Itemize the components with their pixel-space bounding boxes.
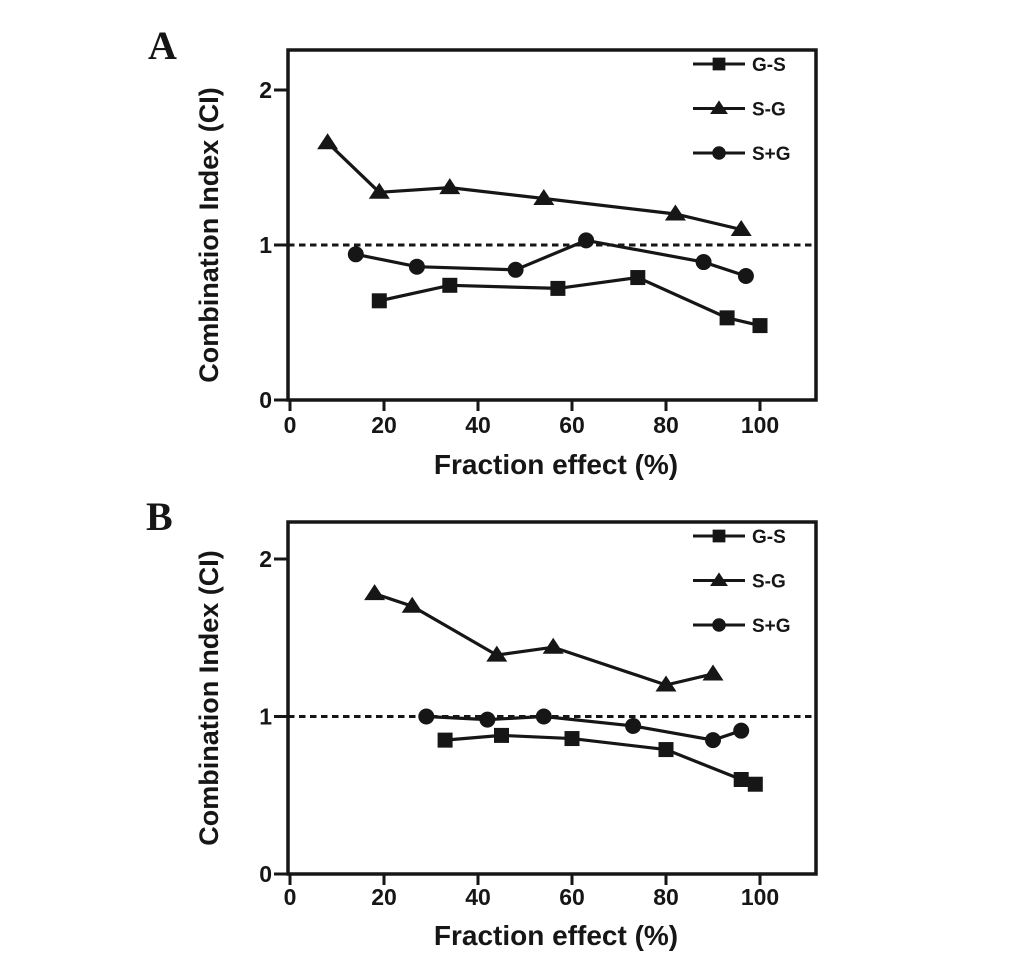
series-splusg-marker: [508, 262, 524, 278]
legend: [693, 527, 791, 637]
series-s-g-marker: [317, 133, 338, 149]
x-tick-label: 60: [559, 412, 585, 438]
x-tick-label: 100: [740, 412, 780, 438]
y-tick-label: 2: [259, 546, 272, 572]
legend-entry-splusg: [693, 616, 791, 637]
plot-box: [288, 50, 816, 400]
legend-entry-s-g: [693, 100, 786, 121]
panel-b-letter: B: [146, 494, 173, 539]
series-s-g-marker: [439, 178, 460, 194]
series-splusg-marker: [738, 268, 754, 284]
series-splusg-marker: [696, 254, 712, 270]
series-splusg-marker: [479, 712, 495, 728]
x-tick-label: 40: [465, 884, 491, 910]
series-g-s-marker: [734, 772, 749, 787]
series-g-s-marker: [659, 742, 674, 757]
series-g-s-marker: [442, 278, 457, 293]
series-g-s-marker: [630, 270, 645, 285]
legend-entry-s-g: [693, 572, 786, 593]
legend-entry-g-s: [693, 527, 786, 548]
panel-a-plot: [194, 50, 816, 480]
series-g-s-marker: [720, 310, 735, 325]
series-splusg-marker: [578, 232, 594, 248]
x-tick-label: 0: [283, 412, 297, 438]
series-g-s-marker: [494, 728, 509, 743]
series-splusg-marker: [409, 259, 425, 275]
series-g-s-marker: [550, 281, 565, 296]
series-s-g-marker: [364, 584, 385, 600]
legend-label: S-G: [752, 99, 786, 121]
x-tick-label: 100: [740, 884, 780, 910]
x-tick-label: 40: [465, 412, 491, 438]
legend-square-icon: [713, 530, 726, 543]
series-splusg-marker: [733, 723, 749, 739]
series-g-s-marker: [438, 733, 453, 748]
legend-label: G-S: [752, 527, 786, 548]
x-axis-title: Fraction effect (%): [433, 920, 679, 951]
series-g-s-marker: [753, 318, 768, 333]
x-tick-label: 80: [653, 884, 679, 910]
legend-label: S+G: [752, 144, 791, 165]
legend-label: S+G: [752, 616, 791, 637]
legend: [693, 55, 791, 165]
series-splusg-marker: [418, 709, 434, 725]
series-g-s-line: [379, 278, 760, 326]
legend-label: G-S: [752, 55, 786, 76]
x-tick-label: 60: [559, 884, 585, 910]
series-splusg-marker: [625, 718, 641, 734]
x-tick-label: 0: [283, 884, 297, 910]
series-s-g-line: [375, 594, 713, 685]
series-g-s-marker: [565, 731, 580, 746]
legend-square-icon: [713, 58, 726, 71]
y-tick-label: 0: [259, 387, 272, 413]
series-s-g-marker: [543, 638, 564, 654]
series-splusg-marker: [536, 709, 552, 725]
series-splusg-marker: [705, 732, 721, 748]
legend-entry-g-s: [693, 55, 786, 76]
series-splusg-marker: [348, 246, 364, 262]
plot-box: [288, 522, 816, 874]
legend-entry-splusg: [693, 144, 791, 165]
legend-circle-icon: [712, 618, 726, 632]
x-tick-label: 80: [653, 412, 679, 438]
y-axis-title: Combination Index (CI): [194, 550, 224, 846]
legend-circle-icon: [712, 146, 726, 160]
y-tick-label: 1: [259, 703, 272, 730]
series-g-s-marker: [372, 293, 387, 308]
x-axis-title: Fraction effect (%): [433, 449, 679, 480]
panel-a-letter: A: [148, 23, 177, 68]
series-g-s-marker: [748, 777, 763, 792]
legend-label: S-G: [752, 571, 786, 593]
y-tick-label: 1: [259, 232, 272, 258]
panel-b-plot: [194, 522, 816, 951]
x-tick-label: 20: [371, 884, 397, 910]
series-s-g-marker: [703, 664, 724, 680]
y-axis-title: Combination Index (CI): [194, 87, 224, 383]
x-tick-label: 20: [371, 412, 397, 438]
y-tick-label: 0: [259, 861, 272, 887]
y-tick-label: 2: [259, 77, 272, 103]
